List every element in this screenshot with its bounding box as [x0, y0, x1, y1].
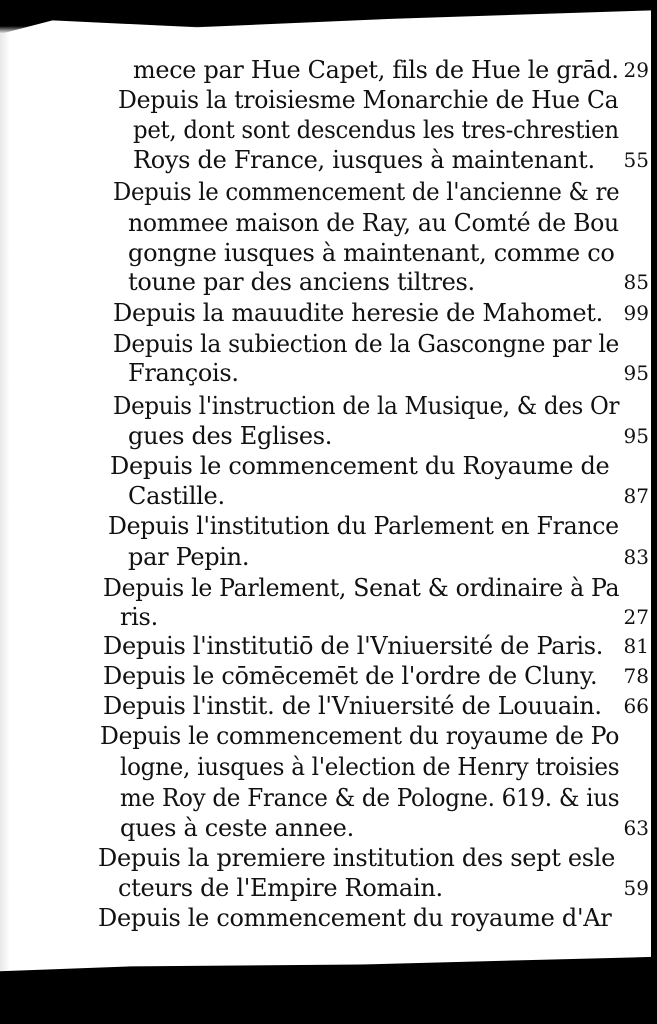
page-number: 63 [623, 816, 649, 840]
text-line: logne, iusques à l'election de Henry troisies [120, 753, 620, 781]
text-line: Depuis le commencement du royaume de Po [100, 722, 620, 750]
page-number: 81 [623, 634, 649, 658]
text-line: nommee maison de Ray, au Comté de Bou [128, 209, 619, 237]
text-line: gongne iusques à maintenant, comme co [128, 239, 615, 267]
page-bottom-edge [0, 928, 657, 1024]
text-line: par Pepin. [128, 543, 250, 571]
page-number: 83 [623, 545, 649, 569]
text-line: gues des Eglises. [128, 422, 333, 450]
page-left-edge [0, 0, 10, 1024]
text-line: Castille. [128, 482, 225, 510]
text-line: Depuis le cōmēcemēt de l'ordre de Cluny. [103, 662, 598, 690]
text-line: Depuis l'institutiō de l'Vniuersité de Paris. [103, 632, 604, 660]
text-line: Roys de France, iusques à maintenant. [133, 146, 595, 174]
page-number: 78 [623, 664, 649, 688]
text-line: Depuis le commencement de l'ancienne & re [113, 178, 620, 206]
page-number: 95 [623, 424, 649, 448]
text-line: Depuis la premiere institution des sept esle [98, 844, 616, 872]
text-line: Depuis l'institution du Parlement en France [108, 512, 619, 540]
text-line: Depuis le commencement du Royaume de [110, 452, 610, 480]
text-line: Depuis l'instit. de l'Vniuersité de Louuain. [103, 692, 602, 720]
text-line: Depuis l'instruction de la Musique, & des Or [113, 392, 620, 420]
page-number: 85 [623, 270, 649, 294]
text-line: mece par Hue Capet, fils de Hue le grād. [133, 56, 619, 84]
text-line: toune par des anciens tiltres. [128, 268, 475, 296]
page-right-edge [651, 0, 657, 1024]
text-line: ris. [120, 603, 158, 631]
page-number: 99 [623, 301, 649, 325]
text-line: Depuis la mauudite heresie de Mahomet. [113, 299, 603, 327]
text-line: ques à ceste annee. [120, 814, 354, 842]
text-line: me Roy de France & de Pologne. 619. & ius [120, 784, 620, 812]
text-line: pet, dont sont descendus les tres-chrestien [133, 116, 619, 144]
text-line: Depuis la subiection de la Gascongne par le [113, 330, 620, 358]
text-line: Depuis le Parlement, Senat & ordinaire à Pa [103, 574, 620, 602]
page-number: 55 [623, 148, 649, 172]
text-line: cteurs de l'Empire Romain. [118, 874, 443, 902]
page-number: 95 [623, 361, 649, 385]
page-number: 27 [623, 605, 649, 629]
page-top-edge [0, 0, 657, 34]
text-line: Depuis la troisiesme Monarchie de Hue Ca [118, 86, 619, 114]
page-number: 87 [623, 484, 649, 508]
text-line: François. [128, 359, 239, 387]
page-number: 66 [623, 694, 649, 718]
page-number: 29 [623, 58, 649, 82]
text-line: Depuis le commencement du royaume d'Ar [98, 904, 612, 932]
page-number: 59 [623, 876, 649, 900]
